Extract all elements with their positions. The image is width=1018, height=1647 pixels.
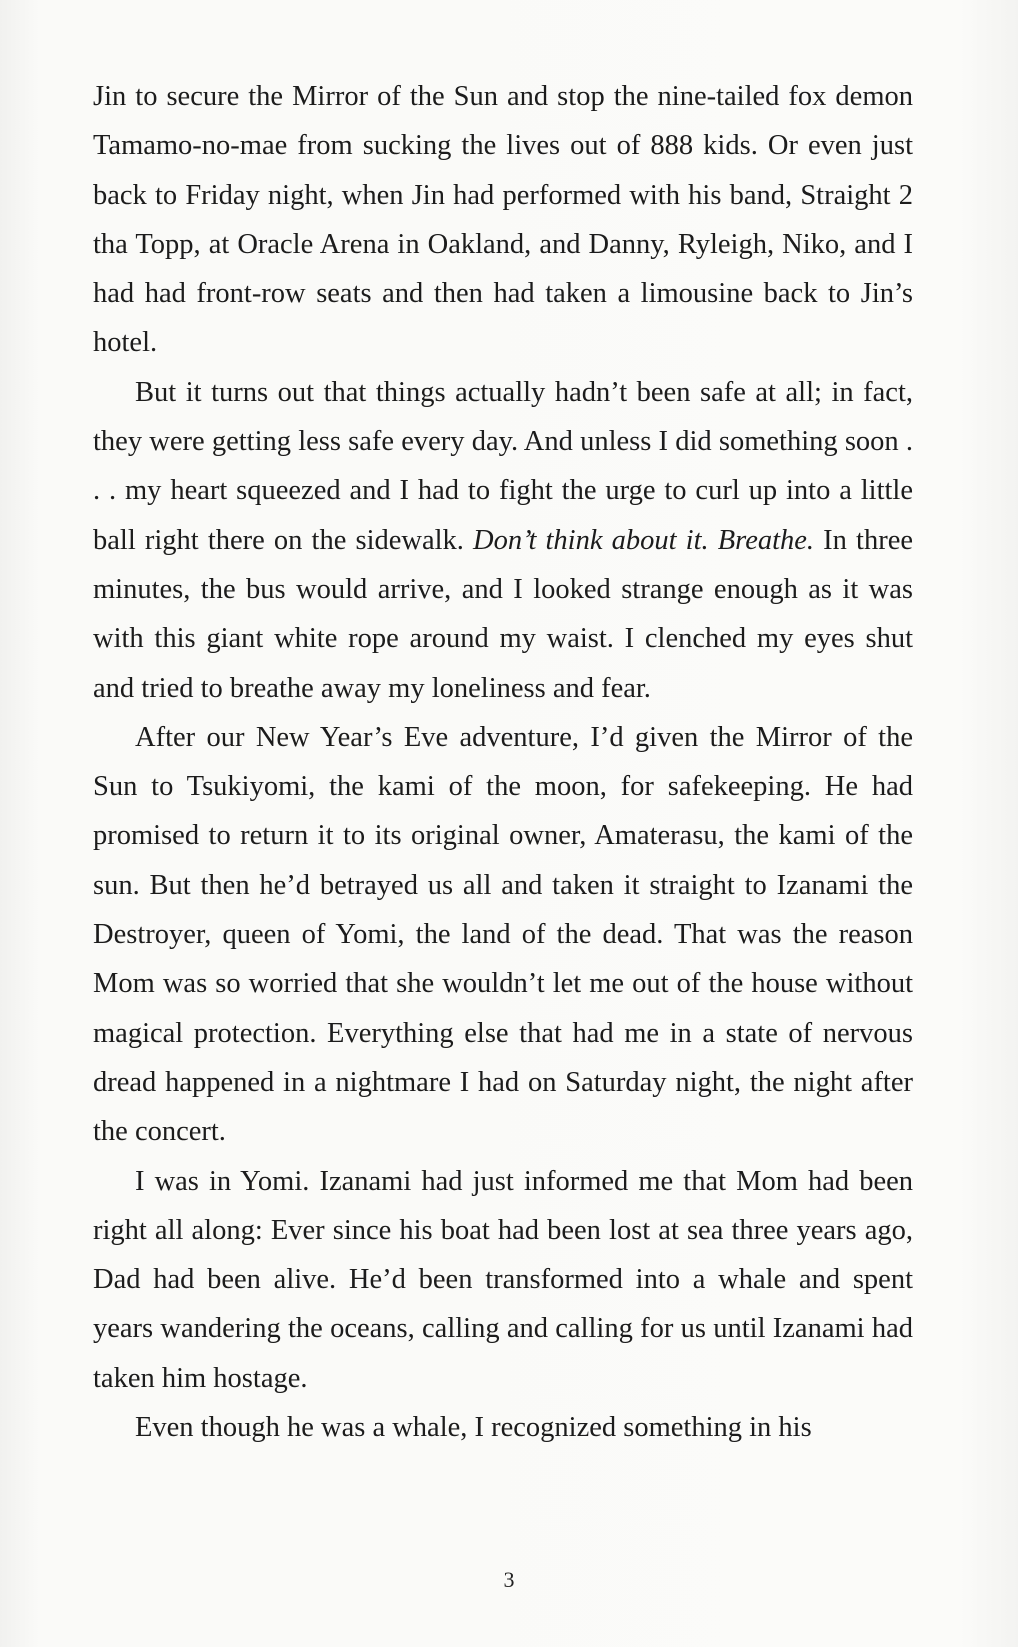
paragraph-3: [93, 713, 913, 1157]
paragraph-1-text: Jin to secure the Mirror of the Sun and stop the nine-tailed fox demon Tamamo-no-mae from sucking the lives out of 888 kids. Or even just back to Friday night, when Jin had performed with his band, Straight 2 tha Topp, at Oracle Arena in Oakland, and Danny, Ryleigh, Niko, and I had had front-row seats and then had taken a limousine back to Jin’s hotel.: [93, 81, 913, 359]
paragraph-5-text: Even though he was a whale, I recognized something in his: [135, 1412, 812, 1444]
paragraph-4-text: I was in Yomi. Izanami had just informed me that Mom had been right all along: Ever since his boat had been lost at sea three years ago, Dad had been alive. He’d been transformed into a whale and spent years wandering the oceans, calling and calling for us until Izanami had taken him hostage.: [93, 1165, 913, 1394]
paragraph-1: [93, 72, 913, 368]
body-text: [93, 72, 913, 1452]
paragraph-2-italic-thought: Don’t think about it. Breathe.: [473, 524, 815, 556]
paragraph-2-text-b: In three minutes, the bus would arrive, and I looked strange enough as it was with this giant white rope around my waist. I clenched my eyes shut and tried to breathe away my loneliness and fear.: [93, 524, 914, 704]
paragraph-3-text: After our New Year’s Eve adventure, I’d given the Mirror of the Sun to Tsukiyomi, the kami of the moon, for safekeeping. He had promised to return it to its original owner, Amaterasu, the kami of the sun. But then he’d betrayed us all and taken it straight to Izanami the Destroyer, queen of Yomi, the land of the dead. That was the reason Mom was so worried that she wouldn’t let me out of the house without magical protection. Everything else that had me in a state of nervous dread happened in a nightmare I had on Saturday night, the night after the concert.: [93, 721, 913, 1148]
paragraph-2-text-a: But it turns out that things actually hadn’t been safe at all; in fact, they were getting less safe every day. And unless I did something soon . . . my heart squeezed and I had to fight the urge to curl up into a little ball right there on the sidewalk.: [93, 376, 913, 556]
paragraph-5: [93, 1403, 913, 1452]
page-number: 3: [503, 1567, 515, 1592]
paragraph-2: [93, 368, 913, 713]
paragraph-4: [93, 1157, 913, 1403]
